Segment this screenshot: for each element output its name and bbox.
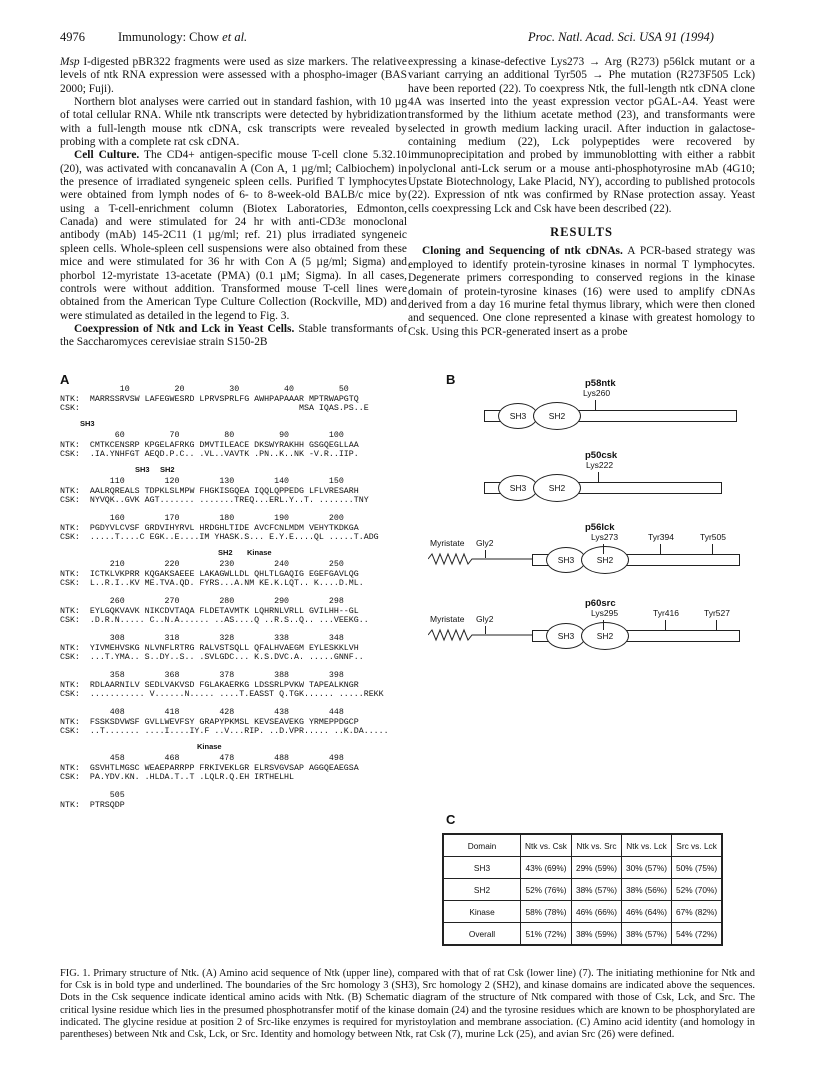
sequence-numbers: 458 468 478 488 498: [60, 754, 344, 763]
table-cell: Overall: [443, 923, 521, 946]
csk-sequence-line: CSK: .D.R.N..... C..N.A...... ..AS....Q ..R.S..Q.. ...VEEKG..: [60, 616, 369, 626]
figure-caption: [60, 968, 755, 1041]
sequence-numbers: 160 170 180 190 200: [60, 514, 344, 523]
sh3-domain: SH3: [546, 547, 586, 573]
table-cell: 52% (70%): [672, 879, 723, 901]
paragraph-yeast: expressing a kinase-defective Lys273 → Arg (R273) p56lck mutant or a variant carrying an additional Tyr505 → Phe mutation (R273F505 Lck) have been reported (22). To coexpress Ntk, the full-length ntk cDNA clone 4A was inserted into the yeast expression vector pGAL-A4. Yeast were transformed by the lithium acetate method (23), and transformants were selected in growth medium lacking uracil. After induction in galactose-containing medium (22), Lck polypeptides were recovered by immunoprecipitation and probed by immunoblotting with either a rabbit polyclonal anti-Lck serum or a mouse anti-phosphotyrosine mAb (4G10; Upstate Biotechnology, Lake Placid, NY), according to published protocols (22). Expression of ntk was confirmed by RNase protection assay. Yeast cells coexpressing Lck and Csk have been described (22).: [408, 56, 755, 215]
table-cell: 58% (78%): [521, 901, 572, 923]
sequence-block: [60, 708, 430, 745]
page-number: 4976: [60, 30, 85, 44]
residue-tick: [716, 620, 717, 630]
csk-sequence-line: CSK: PA.YDV.KN. .HLDA.T..T .LQLR.Q.EH IRTHELHL: [60, 773, 295, 783]
paragraph-cell-culture: [60, 149, 407, 322]
domain-boundary-label: Kinase: [247, 548, 272, 557]
table-row: [443, 923, 722, 946]
table-cell: 46% (64%): [622, 901, 672, 923]
sh2-domain: SH2: [581, 622, 629, 650]
sequence-block: [60, 514, 430, 551]
residue-label: Lys273: [591, 532, 619, 542]
sequence-numbers: 308 318 328 338 348: [60, 634, 344, 643]
sequence-block: [60, 597, 430, 634]
table-header-cell: Ntk vs. Lck: [622, 834, 672, 857]
panel-label-c: C: [446, 812, 456, 827]
sh2-domain: SH2: [581, 546, 629, 574]
domain-boundary-label: SH3: [135, 465, 150, 474]
cell-culture-text: The CD4+ antigen-specific mouse T-cell clone 5.32.10 (20), was activated with concanavalin A (Con A, 1 µg/ml; Calbiochem) in the presence of irradiated syngeneic spleen cells. Purified T lymphocytes were obtained from lymph nodes of 6- to 8-week-old BALB/c mice by using a T-cell-enrichment column (Biotex Laboratories, Edmonton, Canada) and were stimulated for 24 hr with anti-CD3ε monoclonal antibody (mAb) 145-2C11 (1 µg/ml; ref. 21) plus irradiated syngeneic spleen cells. Whole-spleen cell suspensions were also obtained from these mice and were stimulated for 36 hr with Con A (5 µg/ml; Sigma) and phorbol 12-myristate 13-acetate (PMA) (0.1 µM; Sigma). In all cases, controls were without addition. Transformed mouse T-cell lines were obtained from the American Type Culture Collection (Rockville, MD) and were stimulated as detailed in the legend to Fig. 3.: [60, 149, 407, 322]
residue-tick: [660, 544, 661, 554]
gly2-tick: [485, 550, 486, 558]
running-head-left: [118, 30, 247, 45]
sh2-domain: SH2: [533, 402, 581, 430]
sh2-domain: SH2: [533, 474, 581, 502]
paragraph-cloning: [408, 245, 755, 338]
gly2-label: Gly2: [476, 538, 494, 548]
domain-boundary-label: SH2: [160, 465, 175, 474]
msp-text: I-digested pBR322 fragments were used as size markers. The relative levels of ntk RNA expression were assessed with a phospho-imager (BAS 2000; Fuji).: [60, 56, 407, 95]
cloning-text: A PCR-based strategy was employed to identify protein-tyrosine kinases in normal T lymphocytes. Degenerate primers corresponding to conserved regions in the kinase domain of protein-tyrosine kinases (16) were used to amplify cDNAs derived from a day 16 murine fetal thymus library, which were then cloned and sequenced. One clone represented a kinase with greatest homology to Csk. Using this PCR-generated insert as a probe: [408, 245, 755, 338]
ntk-sequence-line: NTK: FSSKSDVWSF GVLLWEVFSY GRAPYPKMSL KEVSEAVEKG YRMEPPDGCP: [60, 717, 359, 727]
domain-boundary-label: SH3: [80, 419, 95, 428]
table-row: [443, 879, 722, 901]
table-header-cell: Ntk vs. Csk: [521, 834, 572, 857]
sequence-numbers: 358 368 378 388 398: [60, 671, 344, 680]
ntk-sequence-line: NTK: EYLGQKVAVK NIKCDVTAQA FLDETAVMTK LQHRNLVRLL GVILHH--GL: [60, 606, 359, 616]
residue-label: Lys260: [583, 388, 611, 398]
domain-boundary-label: Kinase: [197, 742, 222, 751]
ntk-sequence-line: NTK: YIVMEHVSKG NLVNFLRTRG RALVSTSQLL QFALHVAEGM EYLESKKLVH: [60, 643, 359, 653]
sh3-domain: SH3: [546, 623, 586, 649]
sh3-domain: SH3: [498, 403, 538, 429]
table-cell: SH3: [443, 857, 521, 879]
table-cell: 54% (72%): [672, 923, 723, 946]
ntk-sequence-line: NTK: MARRSSRVSW LAFEGWESRD LPRVSPRLFG AWHPAPAAAR MPTRWAPGTQ: [60, 394, 359, 404]
heading-coexpression: Coexpression of Ntk and Lck in Yeast Cells.: [74, 322, 295, 335]
sequence-numbers: 60 70 80 90 100: [60, 431, 344, 440]
sequence-block: [60, 385, 430, 422]
table-cell: 29% (59%): [571, 857, 621, 879]
sequence-block: [60, 465, 430, 514]
gly2-tick: [485, 626, 486, 634]
residue-tick: [665, 620, 666, 630]
domain-boundary-label: SH2: [218, 548, 233, 557]
table-cell: 51% (72%): [521, 923, 572, 946]
heading-cell-culture: Cell Culture.: [74, 149, 140, 162]
table-header-cell: Src vs. Lck: [672, 834, 723, 857]
running-head-etal: et al.: [222, 30, 248, 44]
table-header-cell: Ntk vs. Src: [571, 834, 621, 857]
protein-name: p60src: [585, 598, 616, 609]
caption-label: FIG. 1.: [60, 968, 91, 979]
residue-tick: [603, 620, 604, 630]
csk-sequence-line: CSK: L..R.I..KV ME.TVA.QD. FYRS...A.NM KE.K.LQT.. K....D.ML.: [60, 579, 364, 589]
paragraph-northern: Northern blot analyses were carried out in standard fashion, with 10 µg of total cellular RNA. While ntk transcripts were detected by hybridization with a full-length mouse ntk cDNA, csk transcripts were revealed by probing with a complete rat csk cDNA.: [60, 96, 407, 149]
table-header-cell: Domain: [443, 834, 521, 857]
table-cell: Kinase: [443, 901, 521, 923]
csk-sequence-line: [60, 810, 430, 820]
panel-label-a: A: [60, 372, 70, 387]
table-cell: 30% (57%): [622, 857, 672, 879]
myristate-label: Myristate: [430, 614, 465, 624]
identity-table: [442, 833, 723, 946]
ntk-sequence-line: NTK: PGDYVLCVSF GRDVIHYRVL HRDGHLTIDE AVCFCNLMDM VEHYTKDKGA: [60, 523, 359, 533]
protein-name: p56lck: [585, 522, 615, 533]
heading-cloning: Cloning and Sequencing of ntk cDNAs.: [422, 245, 623, 258]
table-cell: 38% (57%): [622, 923, 672, 946]
paragraph-coexpression: [60, 323, 407, 350]
table-cell: 43% (69%): [521, 857, 572, 879]
csk-sequence-line: CSK: .....T....C EGK..E....IM YHASK.S... E.Y.E....QL .....T.ADG: [60, 533, 379, 543]
coexpression-text: Stable transformants of the Saccharomyces cerevisiae strain S150-2B: [60, 322, 407, 349]
csk-sequence-line: CSK: ..T....... ....I....IY.F ..V...RIP. ..D.VPR..... ..K.DA.....: [60, 727, 389, 737]
table-row: [443, 857, 722, 879]
ntk-sequence-line: NTK: ICTKLVKPRR KQGAKSAEEE LAKAGWLLDL QHLTLGAQIG EGEFGAVLQG: [60, 569, 359, 579]
sequence-numbers: 505: [60, 791, 125, 800]
results-heading: RESULTS: [550, 225, 613, 240]
residue-label: Lys295: [591, 608, 619, 618]
residue-label: Lys222: [586, 460, 614, 470]
table-cell: SH2: [443, 879, 521, 901]
table-cell: 50% (75%): [672, 857, 723, 879]
paragraph-msp: [60, 56, 407, 96]
residue-tick: [603, 544, 604, 554]
csk-sequence-line: CSK: .IA.YNHFGT AEQD.P.C.. .VL..VAVTK .PN..K..NK -V.R..IIP.: [60, 450, 359, 460]
sequence-block: [60, 742, 430, 791]
csk-sequence-line: CSK: NYVQK..GVK AGT....... .......TREQ...ERL.Y..T. .......TNY: [60, 496, 369, 506]
sequence-numbers: 10 20 30 40 50: [60, 385, 349, 394]
sequence-block: [60, 634, 430, 671]
left-column: [60, 56, 407, 350]
residue-tick: [712, 544, 713, 554]
ntk-sequence-line: NTK: GSVHTLMGSC WEAEPARRPP FRKIVEKLGR ELRSVGVSAP AGGQEAEGSA: [60, 763, 359, 773]
residue-tick: [598, 472, 599, 482]
protein-name: p58ntk: [585, 378, 616, 389]
protein-name: p50csk: [585, 450, 618, 461]
right-column: [408, 56, 755, 339]
table-cell: 52% (76%): [521, 879, 572, 901]
ntk-sequence-line: NTK: PTRSQDP: [60, 800, 125, 810]
sequence-numbers: 260 270 280 290 298: [60, 597, 344, 606]
ntk-sequence-line: NTK: CMTKCENSRP KPGELAFRKG DMVTILEACE DKSWYRAKHH GSGQEGLLAA: [60, 440, 359, 450]
myristate-anchor: [428, 628, 532, 642]
table-header-row: [443, 834, 722, 857]
running-head-journal: Immunology: Chow: [118, 30, 220, 44]
ntk-sequence-line: NTK: AALRQREALS TDPKLSLMPW FHGKISGQEA IQQLQPPEDG LFLVRESARH: [60, 486, 359, 496]
residue-label: Tyr527: [704, 608, 730, 618]
sequence-alignment: [60, 385, 430, 828]
ntk-sequence-line: NTK: RDLAARNILV SEDLVAKVSD FGLAKAERKG LDSSRLPVKW TAPEALKNGR: [60, 680, 359, 690]
running-head-right: Proc. Natl. Acad. Sci. USA 91 (1994): [528, 30, 714, 44]
myristate-anchor: [428, 552, 532, 566]
csk-sequence-line: CSK: MSA IQAS.PS..E: [60, 404, 369, 414]
sequence-block: [60, 671, 430, 708]
panel-label-b: B: [446, 372, 456, 387]
msp-italic: Msp: [60, 56, 80, 68]
table-cell: 38% (56%): [622, 879, 672, 901]
caption-text: Primary structure of Ntk. (A) Amino acid sequence of Ntk (upper line), compared with that of rat Csk (lower line) (7). The initiating methionine for Ntk and for Csk is in bold type and underlined. The boundaries of the Src homology 3 (SH3), Src homology 2 (SH2), and kinase domains are indicated above the sequences. Dots in the Csk sequence indicate identical amino acids with Ntk. (B) Schematic diagram of the structure of Ntk compared with those of Csk, Lck, and Src. The critical lysine residue which lies in the presumed phosphotransfer motif of the kinase domain (24) and the tyrosine residues which are known to be phosphorylated are indicated. The glycine residue at position 2 of Src-like enzymes is required for myristoylation and membrane association. (C) Amino acid identity (and homology in parentheses) between Ntk and Csk, Lck, or Src. Identity and homology between Ntk, rat Csk (7), murine Lck (25), and avian Src (26) were defined.: [60, 968, 755, 1041]
csk-sequence-line: CSK: ...T.YMA.. S..DY..S.. .SVLGDC... K.S.DVC.A. .....GNNF..: [60, 653, 364, 663]
csk-sequence-line: CSK: ........... V......N..... ....T.EASST Q.TGK...... .....REKK: [60, 690, 384, 700]
table-row: [443, 901, 722, 923]
table-cell: 38% (59%): [571, 923, 621, 946]
sequence-numbers: 110 120 130 140 150: [60, 477, 344, 486]
table-cell: 67% (82%): [672, 901, 723, 923]
residue-tick: [595, 400, 596, 410]
sequence-block: [60, 791, 430, 828]
sequence-block: [60, 548, 430, 597]
residue-label: Tyr505: [700, 532, 726, 542]
myristate-label: Myristate: [430, 538, 465, 548]
sh3-domain: SH3: [498, 475, 538, 501]
residue-label: Tyr394: [648, 532, 674, 542]
table-cell: 46% (66%): [571, 901, 621, 923]
gly2-label: Gly2: [476, 614, 494, 624]
sequence-numbers: 210 220 230 240 250: [60, 560, 344, 569]
sequence-block: [60, 419, 430, 468]
sequence-numbers: 408 418 428 438 448: [60, 708, 344, 717]
table-cell: 38% (57%): [571, 879, 621, 901]
residue-label: Tyr416: [653, 608, 679, 618]
